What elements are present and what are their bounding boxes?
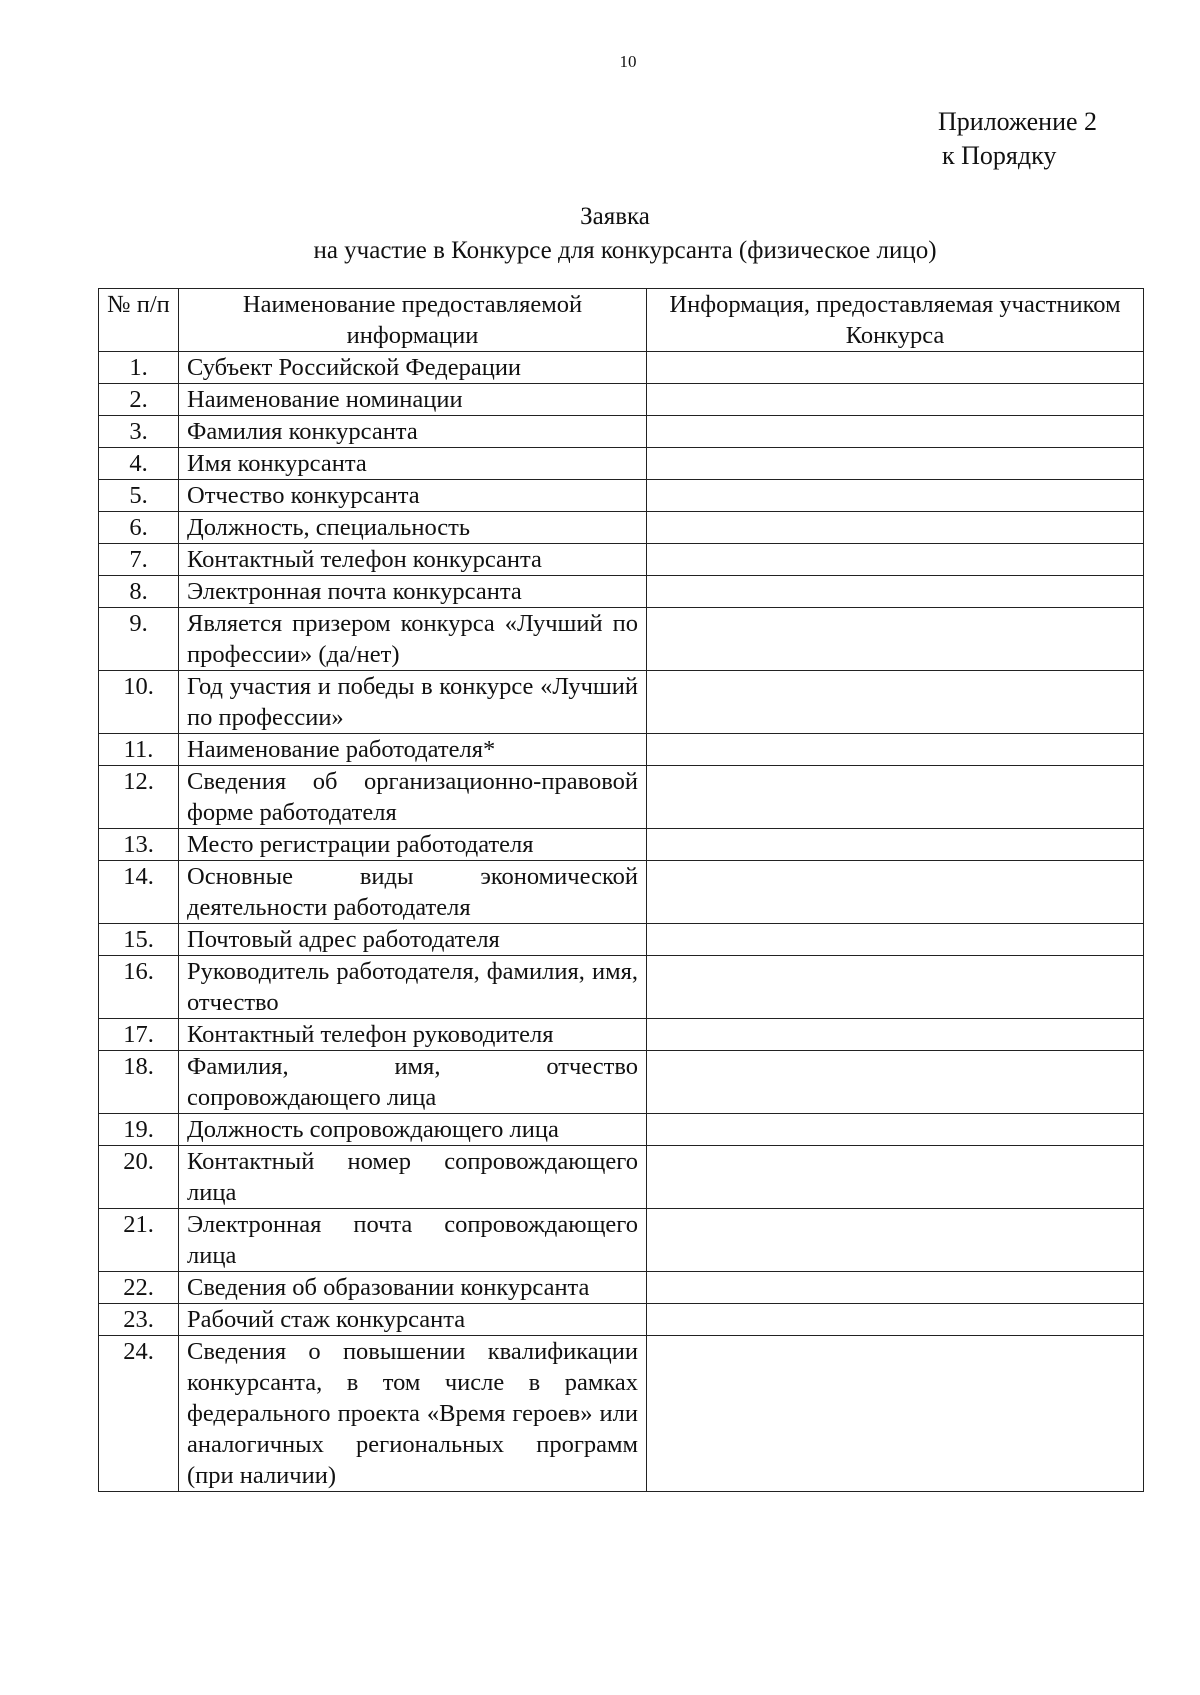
row-info-value[interactable]: [647, 861, 1144, 924]
table-header-row: [99, 289, 1144, 352]
row-info-value[interactable]: [647, 1272, 1144, 1304]
row-info-name: Электронная почта конкурсанта: [179, 576, 647, 608]
row-info-value[interactable]: [647, 1019, 1144, 1051]
row-info-value[interactable]: [647, 544, 1144, 576]
title-line-1: Заявка: [580, 203, 650, 230]
row-info-value[interactable]: [647, 734, 1144, 766]
table-row: [99, 766, 1144, 829]
row-info-value[interactable]: [647, 1209, 1144, 1272]
page-number: 10: [619, 52, 637, 71]
table-row: [99, 1114, 1144, 1146]
table-row: [99, 1272, 1144, 1304]
row-info-name: Контактный телефон конкурсанта: [179, 544, 647, 576]
table-row: [99, 384, 1144, 416]
row-number: 4.: [99, 448, 179, 480]
row-info-value[interactable]: [647, 924, 1144, 956]
row-info-name: Год участия и победы в конкурсе «Лучший по профессии»: [179, 671, 647, 734]
table-row: [99, 861, 1144, 924]
row-number: 14.: [99, 861, 179, 924]
row-number: 18.: [99, 1051, 179, 1114]
appendix-line-1: Приложение 2: [938, 107, 1098, 136]
table-row: [99, 576, 1144, 608]
row-number: 10.: [99, 671, 179, 734]
table-row: [99, 1146, 1144, 1209]
row-info-value[interactable]: [647, 416, 1144, 448]
header-info-value: Информация, предоставляемая участником Конкурса: [647, 289, 1144, 352]
row-number: 1.: [99, 352, 179, 384]
row-number: 8.: [99, 576, 179, 608]
appendix-reference: [938, 105, 1097, 173]
header-info-name: Наименование предоставляемой информации: [179, 289, 647, 352]
appendix-line-2: к Порядку: [942, 141, 1057, 170]
row-info-name: Сведения об организационно-правовой форме работодателя: [179, 766, 647, 829]
row-info-name: Почтовый адрес работодателя: [179, 924, 647, 956]
row-info-value[interactable]: [647, 1051, 1144, 1114]
row-info-name: Электронная почта сопровождающего лица: [179, 1209, 647, 1272]
table-row: [99, 671, 1144, 734]
row-number: 2.: [99, 384, 179, 416]
row-info-value[interactable]: [647, 480, 1144, 512]
row-number: 9.: [99, 608, 179, 671]
row-number: 5.: [99, 480, 179, 512]
row-number: 3.: [99, 416, 179, 448]
table-row: [99, 1019, 1144, 1051]
row-info-value[interactable]: [647, 512, 1144, 544]
row-number: 13.: [99, 829, 179, 861]
row-info-name: Имя конкурсанта: [179, 448, 647, 480]
row-info-name: Фамилия конкурсанта: [179, 416, 647, 448]
table-row: [99, 608, 1144, 671]
row-info-name: Отчество конкурсанта: [179, 480, 647, 512]
row-number: 15.: [99, 924, 179, 956]
row-info-value[interactable]: [647, 384, 1144, 416]
row-info-name: Является призером конкурса «Лучший по профессии» (да/нет): [179, 608, 647, 671]
row-info-name: Наименование номинации: [179, 384, 647, 416]
row-info-value[interactable]: [647, 608, 1144, 671]
row-info-value[interactable]: [647, 956, 1144, 1019]
table-row: [99, 1051, 1144, 1114]
table-row: [99, 416, 1144, 448]
row-number: 11.: [99, 734, 179, 766]
row-info-name: Контактный номер сопровождающего лица: [179, 1146, 647, 1209]
row-number: 22.: [99, 1272, 179, 1304]
title-line-2: на участие в Конкурсе для конкурсанта (физическое лицо): [313, 237, 937, 264]
table-row: [99, 1209, 1144, 1272]
row-number: 21.: [99, 1209, 179, 1272]
row-info-value[interactable]: [647, 671, 1144, 734]
table-row: [99, 480, 1144, 512]
header-number: № п/п: [99, 289, 179, 352]
table-row: [99, 1304, 1144, 1336]
row-info-value[interactable]: [647, 448, 1144, 480]
document-title: [0, 200, 1200, 268]
table-row: [99, 924, 1144, 956]
row-info-value[interactable]: [647, 1336, 1144, 1492]
row-number: 23.: [99, 1304, 179, 1336]
row-number: 19.: [99, 1114, 179, 1146]
row-info-name: Основные виды экономической деятельности работодателя: [179, 861, 647, 924]
row-info-value[interactable]: [647, 1146, 1144, 1209]
row-info-name: Наименование работодателя*: [179, 734, 647, 766]
row-info-name: Субъект Российской Федерации: [179, 352, 647, 384]
row-info-name: Место регистрации работодателя: [179, 829, 647, 861]
table-row: [99, 734, 1144, 766]
row-info-name: Контактный телефон руководителя: [179, 1019, 647, 1051]
row-info-name: Руководитель работодателя, фамилия, имя, отчество: [179, 956, 647, 1019]
row-info-value[interactable]: [647, 576, 1144, 608]
table-row: [99, 352, 1144, 384]
table-row: [99, 544, 1144, 576]
table-row: [99, 956, 1144, 1019]
row-number: 7.: [99, 544, 179, 576]
row-info-value[interactable]: [647, 352, 1144, 384]
table-row: [99, 448, 1144, 480]
row-info-name: Рабочий стаж конкурсанта: [179, 1304, 647, 1336]
row-info-name: Сведения о повышении квалификации конкурсанта, в том числе в рамках федерального проекта «Время героев» или аналогичных региональных программ (при наличии): [179, 1336, 647, 1492]
row-number: 20.: [99, 1146, 179, 1209]
row-number: 16.: [99, 956, 179, 1019]
row-info-name: Должность сопровождающего лица: [179, 1114, 647, 1146]
row-number: 12.: [99, 766, 179, 829]
row-info-value[interactable]: [647, 829, 1144, 861]
row-number: 24.: [99, 1336, 179, 1492]
row-number: 17.: [99, 1019, 179, 1051]
row-info-value[interactable]: [647, 1304, 1144, 1336]
row-info-name: Должность, специальность: [179, 512, 647, 544]
table-row: [99, 512, 1144, 544]
row-info-name: Фамилия, имя, отчество сопровождающего лица: [179, 1051, 647, 1114]
row-info-value[interactable]: [647, 1114, 1144, 1146]
application-form-table: [98, 288, 1144, 1492]
table-row: [99, 829, 1144, 861]
table-row: [99, 1336, 1144, 1492]
row-info-value[interactable]: [647, 766, 1144, 829]
row-info-name: Сведения об образовании конкурсанта: [179, 1272, 647, 1304]
row-number: 6.: [99, 512, 179, 544]
